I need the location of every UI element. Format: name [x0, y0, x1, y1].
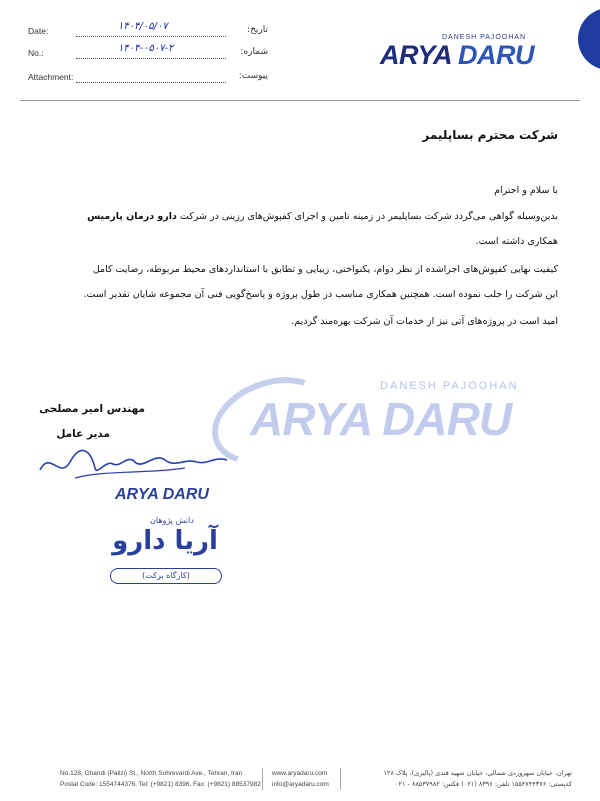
footer-contact-line: Postal Code: 1554744376, Tel: (+9821) 8396, Fax: (+9821) 88537982	[60, 781, 261, 788]
corner-decoration	[578, 8, 600, 70]
logo-daru: DARU	[458, 40, 535, 70]
stamp-logo: ARYA DARU	[115, 486, 209, 503]
footer-address-line: No.128, Ghandi (Palizi) St., North Sohrevardi Ave., Tehran, Iran	[60, 770, 243, 777]
watermark-subtitle: DANESH PAJOOHAN	[380, 380, 519, 392]
paragraph-1-text: بدین‌وسیله گواهی می‌گردد شرکت بساپلیمر در زمینه تامین و اجرای کفپوش‌های رزینی در شرکت	[176, 211, 558, 222]
signatory-name: مهندس امیر مصلحی	[39, 403, 145, 415]
date-line	[76, 36, 226, 37]
watermark-daru: DARU	[382, 393, 512, 445]
number-line	[76, 58, 226, 59]
watermark-wordmark	[250, 392, 511, 446]
footer-web	[272, 768, 329, 790]
number-label-en: No.:	[28, 48, 44, 58]
date-label-fa: تاریخ:	[247, 25, 268, 35]
footer-website: www.aryadaru.com	[272, 770, 328, 777]
letter-footer	[0, 762, 600, 792]
number-value: ۱۴۰۴-۰۵۰۷-۲	[118, 43, 174, 54]
attachment-line	[76, 82, 226, 83]
stamp-subtitle: دانش پژوهان	[150, 516, 194, 525]
signatory-role: مدیر عامل	[56, 428, 110, 440]
logo-subtitle: DANESH PAJOOHAN	[442, 34, 527, 41]
stamp-workshop-label: (کارگاه برکت)	[110, 568, 222, 584]
company-logo	[380, 34, 570, 74]
logo-arya: ARYA	[380, 40, 459, 70]
paragraph-2-line-2: این شرکت را جلب نموده است. همچنین همکاری مناسب در طول پروژه و پاسخ‌گویی فنی آن مجموعه شایان تقدیر است.	[83, 289, 558, 300]
number-field	[28, 43, 268, 62]
attachment-field	[28, 70, 268, 86]
company-stamp	[90, 480, 240, 590]
footer-address-fa-line: تهران، خیابان سهروردی شمالی، خیابان شهید قندی (پالیزی)، پلاک ۱۲۸	[383, 769, 572, 777]
date-value: ۱۴۰۴/۰۵/۰۷	[118, 21, 168, 32]
watermark-arya: ARYA	[250, 393, 383, 445]
greeting: با سلام و احترام	[494, 185, 558, 196]
paragraph-2-line-1: کیفیت نهایی کفپوش‌های اجراشده از نظر دوام، یکنواختی، زیبایی و تطابق با استانداردهای محیط مربوطه، رضایت کامل	[92, 264, 558, 275]
paragraph-1-line-1	[87, 204, 558, 229]
header-divider	[20, 100, 580, 101]
attachment-label-fa: پیوست:	[238, 71, 268, 81]
logo-wordmark	[380, 40, 534, 71]
attachment-label-en: Attachment:	[28, 72, 74, 82]
client-company-name: دارو درمان پارمیس	[87, 211, 177, 222]
footer-divider-left	[262, 768, 263, 790]
paragraph-3-line-1: امید است در پروژه‌های آتی نیز از خدمات آن شرکت بهره‌مند گردیم.	[291, 316, 558, 327]
footer-email: info@aryadaru.com	[272, 781, 329, 788]
footer-contact-fa-line: کدپستی: ۱۵۵۴۷۴۴۳۷۶ تلفن: ۸۳۹۶ (۰۲۱) فکس: ۸۸۵۳۷۹۸۲ - ۰۲۱	[394, 780, 572, 788]
number-label-fa: شماره:	[240, 47, 268, 57]
stamp-company-name: آریا دارو	[112, 526, 218, 556]
watermark-logo	[220, 370, 520, 460]
date-field	[28, 21, 268, 40]
footer-divider-right	[340, 768, 341, 790]
footer-address-fa	[383, 768, 572, 790]
date-label-en: Date:	[28, 26, 49, 36]
footer-address-en	[60, 768, 261, 790]
paragraph-1-line-2: همکاری داشته است.	[475, 236, 558, 247]
recipient-title: شرکت محترم بساپلیمر	[422, 128, 558, 142]
